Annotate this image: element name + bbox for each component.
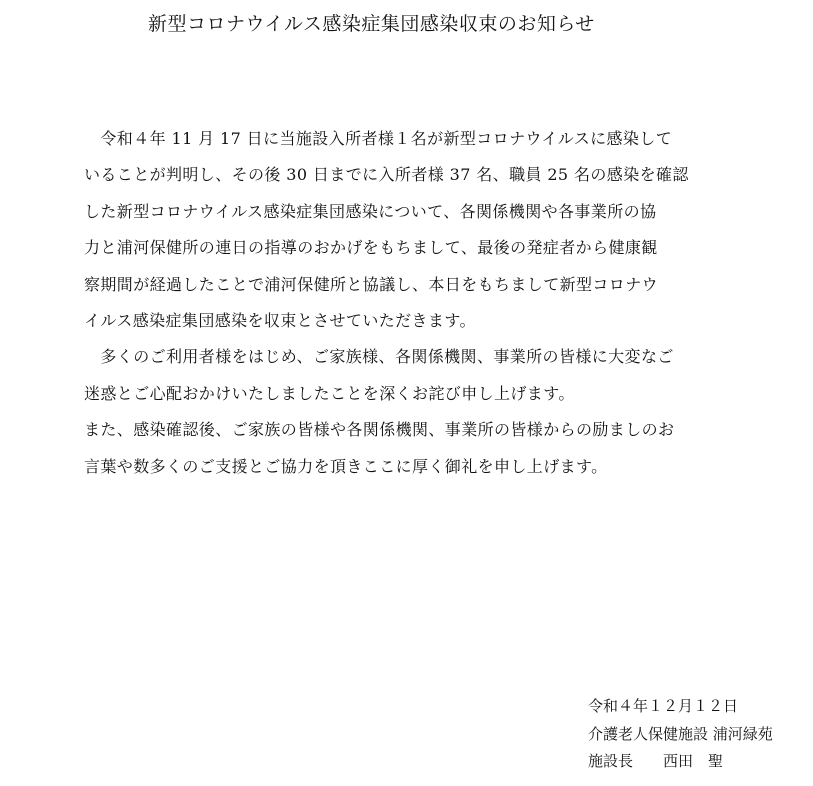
body-line: 令和４年 11 月 17 日に当施設入所者様１名が新型コロナウイルスに感染して (84, 129, 673, 148)
signature-facility: 介護老人保健施設 浦河緑苑 (588, 724, 773, 743)
notice-body (84, 126, 734, 490)
body-line: 言葉や数多くのご支援とご協力を頂きここに厚く御礼を申し上げます。 (84, 456, 608, 476)
signature-director: 施設長 西田 聖 (588, 752, 724, 770)
signature-block (588, 694, 773, 777)
body-line: イルス感染症集団感染を収束とさせていただきます。 (84, 310, 476, 330)
body-line: 多くのご利用者様をはじめ、ご家族様、各関係機関、事業所の皆様に大変なご (84, 347, 674, 367)
body-line: した新型コロナウイルス感染症集団感染について、各関係機関や各事業所の協 (84, 201, 657, 221)
body-line: 迷惑とご心配おかけいたしましたことを深くお詫び申し上げます。 (84, 383, 575, 403)
body-line: 察期間が経過したことで浦河保健所と協議し、本日をもちまして新型コロナウ (84, 274, 659, 294)
body-line: また、感染確認後、ご家族の皆様や各関係機関、事業所の皆様からの励ましのお (84, 420, 675, 440)
body-line: いることが判明し、その後 30 日までに入所者様 37 名、職員 25 名の感染を確認 (84, 165, 689, 185)
notice-title: 新型コロナウイルス感染症集団感染収束のお知らせ (148, 13, 595, 35)
signature-date: 令和４年１２月１２日 (588, 697, 739, 715)
body-line: 力と浦河保健所の連日の指導のおかげをもちまして、最後の発症者から健康観 (84, 238, 658, 258)
